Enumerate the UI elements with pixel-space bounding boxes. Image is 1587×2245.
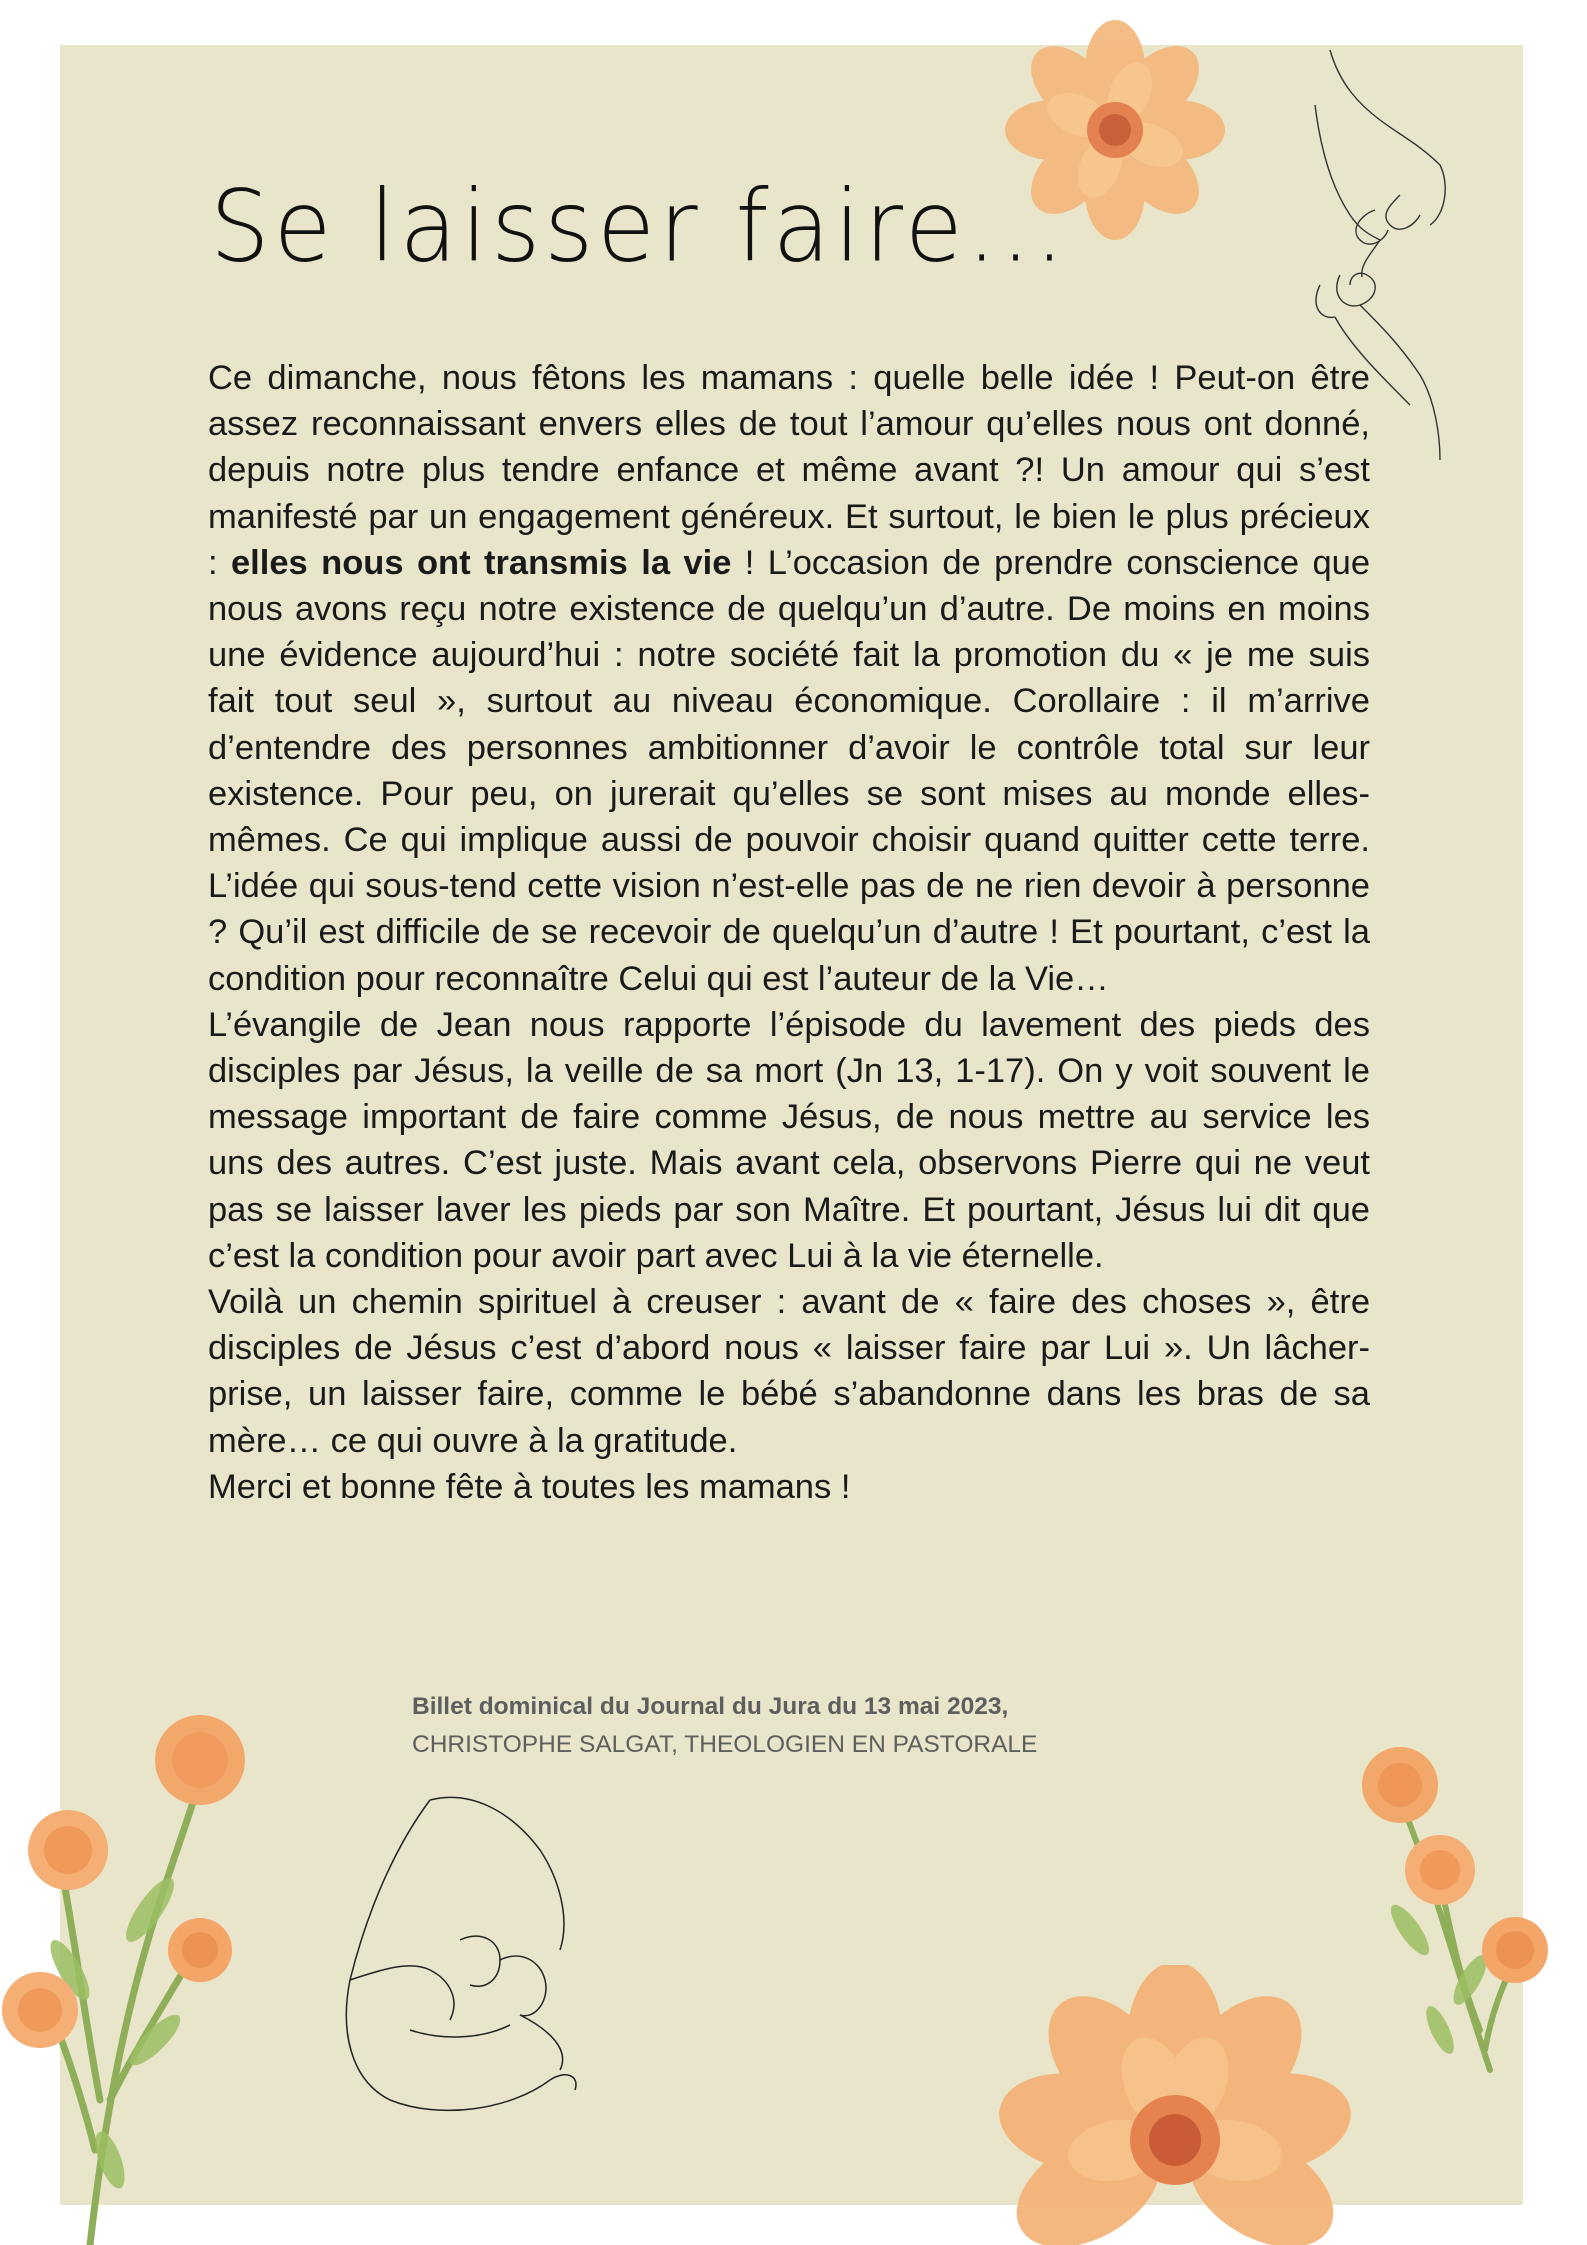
flower-stem-icon: [1340, 1730, 1560, 2090]
signature-author: CHRISTOPHE SALGAT, THEOLOGIEN EN PASTORALE: [412, 1731, 1038, 1758]
paragraph-1: [208, 355, 1370, 1002]
signature: [412, 1688, 1037, 1764]
paragraph-4: Merci et bonne fête à toutes les mamans !: [208, 1467, 851, 1506]
flower-stem-icon: [0, 1680, 260, 2245]
mother-child-line-art-icon: [310, 1780, 640, 2120]
signature-source: Billet dominical du Journal du Jura du 13 mai 2023,: [412, 1693, 1009, 1720]
paragraph-3: Voilà un chemin spirituel à creuser : avant de « faire des choses », être disciples de Jésus c’est d’abord nous « laisser faire par Lui ». Un lâcher-prise, un laisser faire, comme le bébé s’abandonne dans les bras de sa mère… ce qui ouvre à la gratitude.: [208, 1283, 1370, 1460]
page-title: Se laisser faire...: [210, 170, 1069, 285]
article-body: [208, 355, 1370, 1510]
flower-icon: [990, 1965, 1360, 2245]
paragraph-2: L’évangile de Jean nous rapporte l’épisode du lavement des pieds des disciples par Jésus, la veille de sa mort (Jn 13, 1-17). On y voit souvent le message important de faire comme Jésus, de nous mettre au service les uns des autres. C’est juste. Mais avant cela, observons Pierre qui ne veut pas se laisser laver les pieds par son Maître. Et pourtant, Jésus lui dit que c’est la condition pour avoir part avec Lui à la vie éternelle.: [208, 1005, 1370, 1275]
paragraph-1-bold: elles nous ont transmis la vie: [231, 543, 732, 582]
paragraph-1-text: Ce dimanche, nous fêtons les mamans : quelle belle idée ! Peut-on être assez reconnaissant envers elles de tout l’amour qu’elles nous ont donné, depuis notre plus tendre enfance et même avant ?! Un amour qui s’est manifesté par un engagement généreux. Et surtout, le bien le plus précieux :: [208, 359, 1370, 582]
paragraph-1-text-end: ! L’occasion de prendre conscience que nous avons reçu notre existence de quelqu’un d’autre. De moins en moins une évidence aujourd’hui : notre société fait la promotion du « je me suis fait tout seul », surtout au niveau économique. Corollaire : il m’arrive d’entendre des personnes ambitionner d’avoir le contrôle total sur leur existence. Pour peu, on jurerait qu’elles se sont mises au monde elles-mêmes. Ce qui implique aussi de pouvoir choisir quand quitter cette terre. L’idée qui sous-tend cette vision n’est-elle pas de ne rien devoir à personne ? Qu’il est difficile de se recevoir de quelqu’un d’autre ! Et pourtant, c’est la condition pour reconnaître Celui qui est l’auteur de la Vie…: [208, 543, 1371, 998]
